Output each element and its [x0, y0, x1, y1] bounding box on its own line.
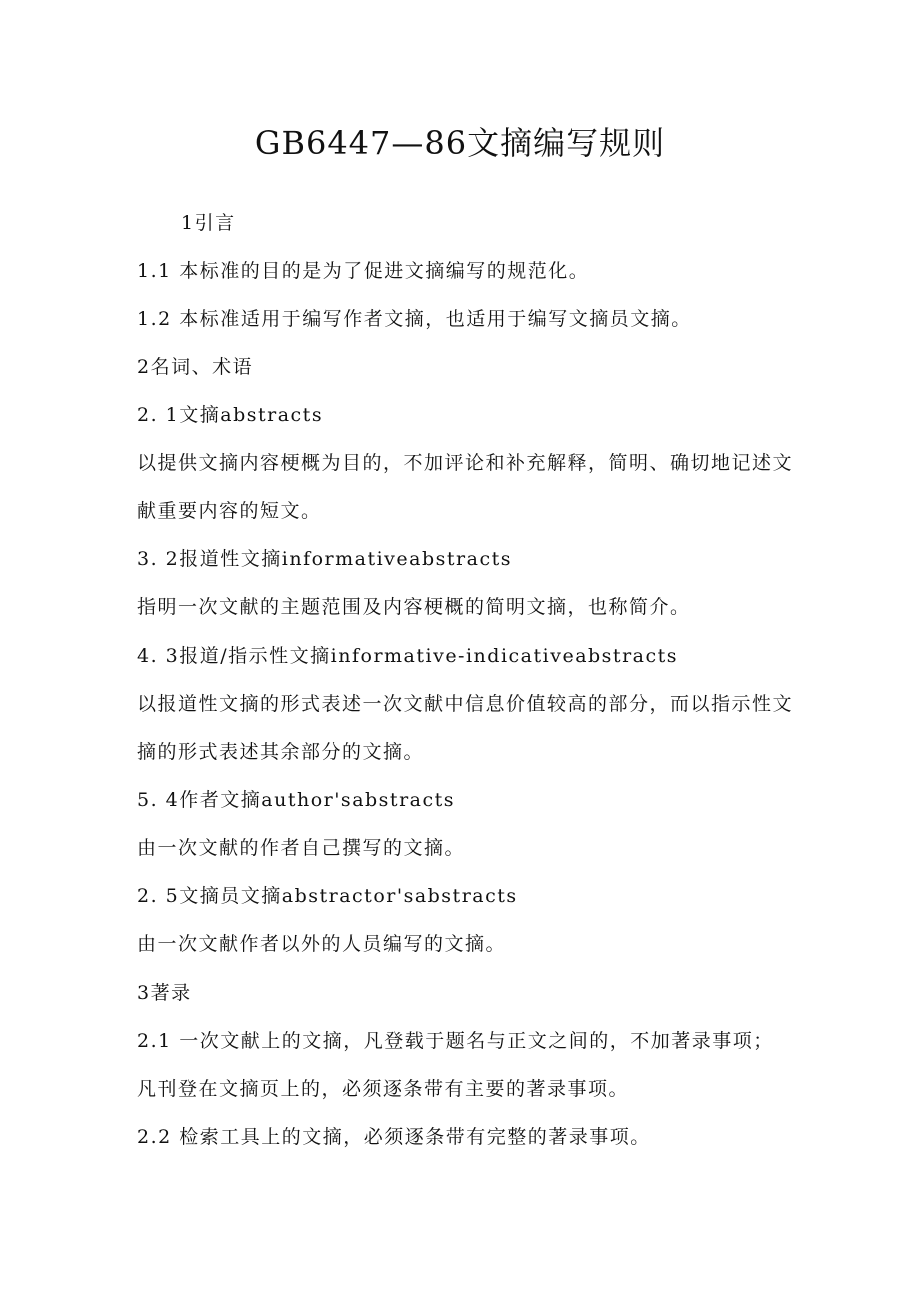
definition-text: 由一次文献作者以外的人员编写的文摘。: [137, 933, 507, 955]
section-heading: 1引言: [181, 212, 236, 234]
term-heading: 4. 3报道/指示性文摘informative-indicativeabstracts: [137, 645, 679, 667]
clause: 凡刊登在文摘页上的，必须逐条带有主要的著录事项。: [137, 1078, 630, 1100]
clause: 1.1 本标准的目的是为了促进文摘编写的规范化。: [137, 260, 590, 282]
term-heading: 5. 4作者文摘author'sabstracts: [137, 789, 456, 811]
term-heading: 2. 5文摘员文摘abstractor'sabstracts: [137, 885, 518, 907]
document-title: GB6447—86文摘编写规则: [254, 124, 666, 162]
definition-text: 献重要内容的短文。: [137, 500, 322, 522]
definition-text: 由一次文献的作者自己撰写的文摘。: [137, 837, 466, 859]
definition-text: 以报道性文摘的形式表述一次文献中信息价值较高的部分，而以指示性文: [137, 693, 794, 715]
clause: 1.2 本标准适用于编写作者文摘，也适用于编写文摘员文摘。: [137, 308, 692, 330]
section-heading: 2名词、术语: [137, 356, 254, 378]
clause: 2.2 检索工具上的文摘，必须逐条带有完整的著录事项。: [137, 1126, 651, 1148]
definition-text: 指明一次文献的主题范围及内容梗概的简明文摘，也称简介。: [137, 596, 691, 618]
section-heading: 3著录: [137, 982, 192, 1004]
term-heading: 3. 2报道性文摘informativeabstracts: [137, 548, 512, 570]
definition-text: 摘的形式表述其余部分的文摘。: [137, 741, 425, 763]
term-heading: 2. 1文摘abstracts: [137, 404, 324, 426]
definition-text: 以提供文摘内容梗概为目的，不加评论和补充解释，简明、确切地记述文: [137, 452, 794, 474]
clause: 2.1 一次文献上的文摘，凡登载于题名与正文之间的，不加著录事项；: [137, 1030, 774, 1052]
